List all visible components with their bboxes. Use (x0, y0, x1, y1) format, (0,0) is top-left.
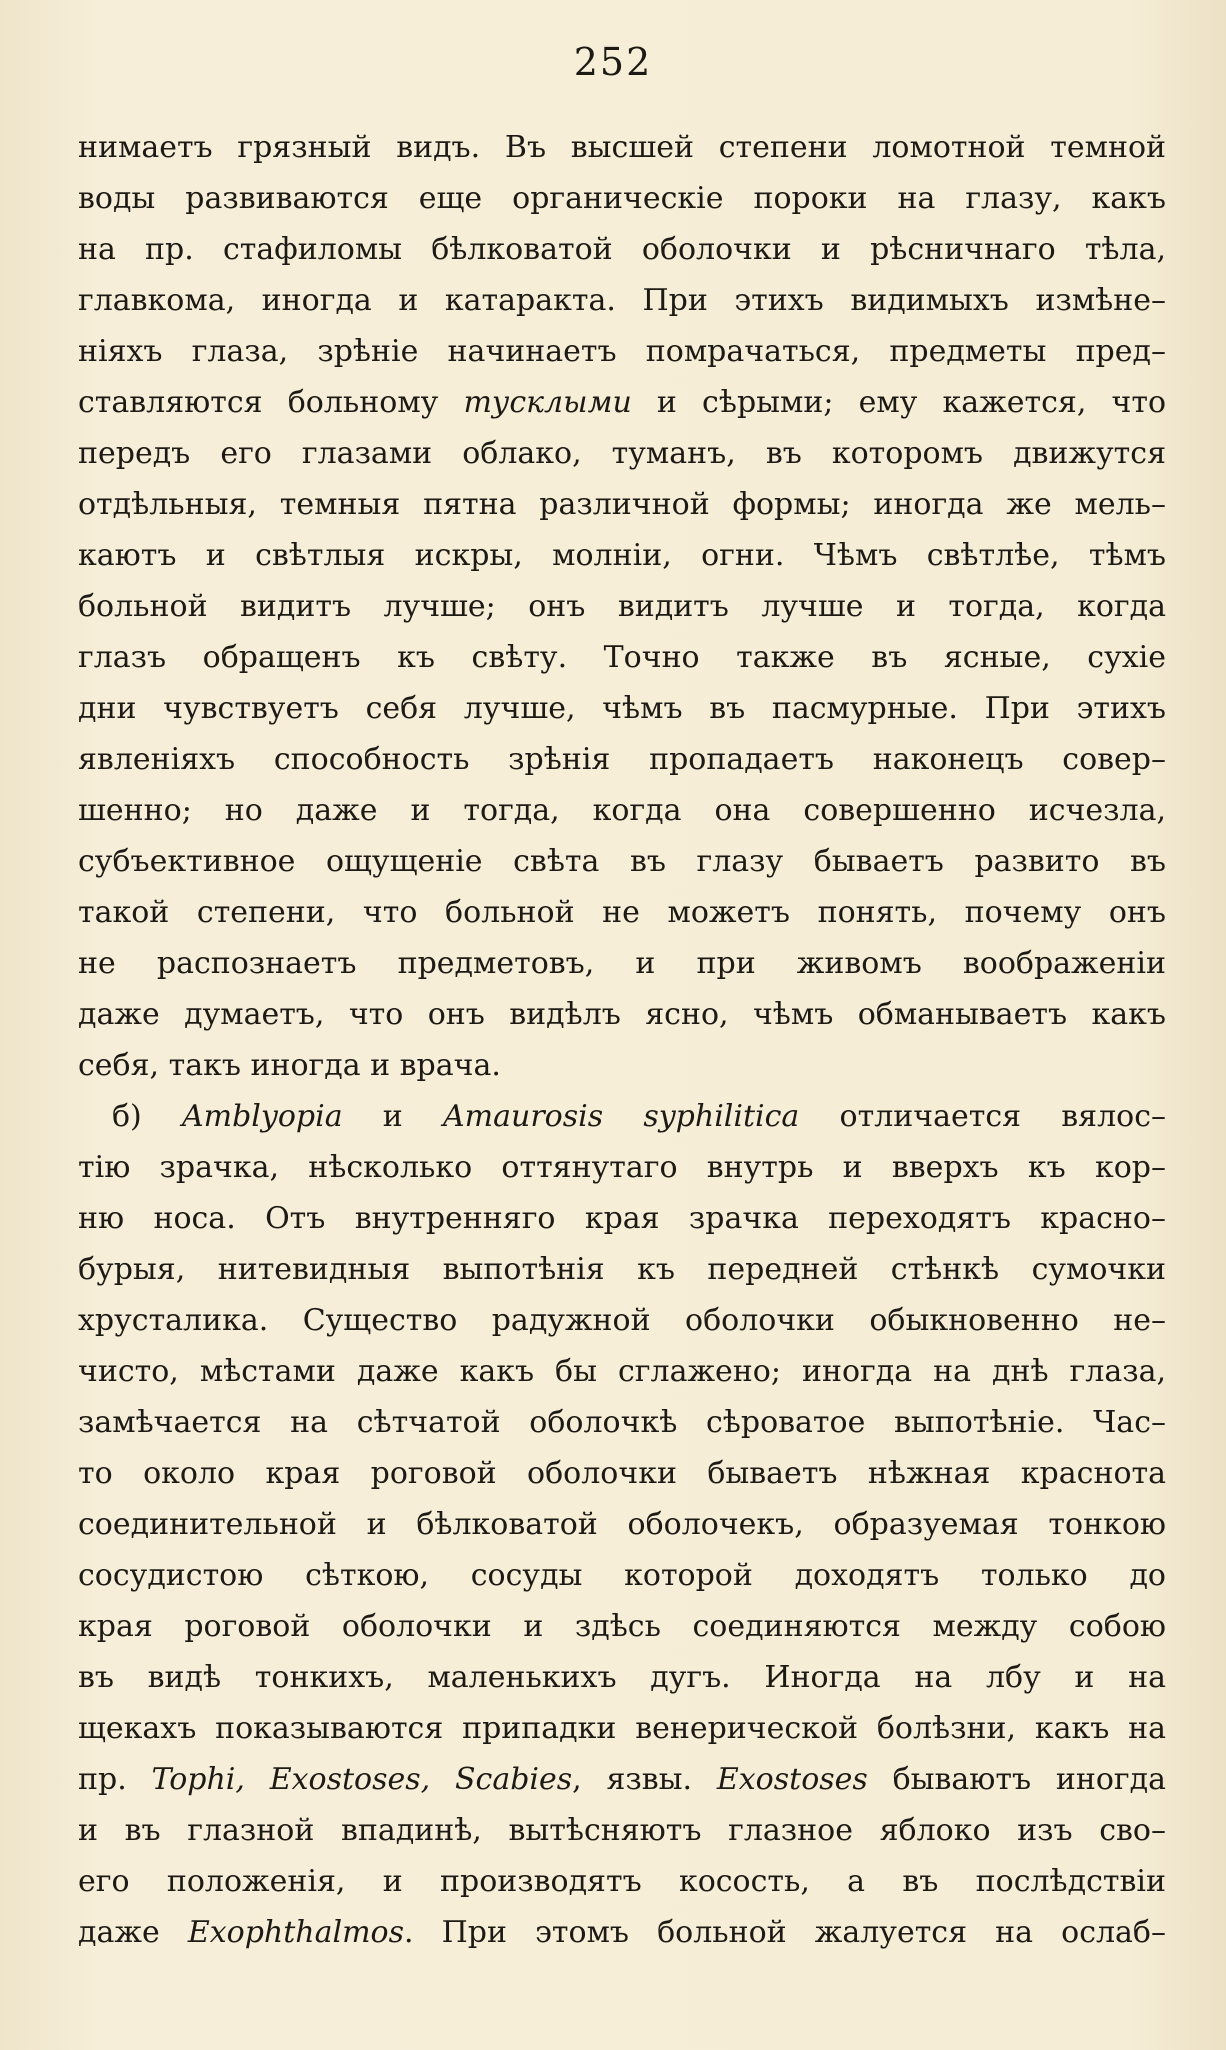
text-line (78, 428, 1166, 479)
text-run: субъективное ощущеніе свѣта въ глазу бываетъ развито въ (78, 844, 1166, 879)
text-run: , язвы. (572, 1762, 717, 1797)
text-run: въ видѣ тонкихъ, маленькихъ дугъ. Иногда на лбу и на (78, 1660, 1166, 1695)
text-line (78, 1652, 1166, 1703)
text-run: его положенія, и производятъ косость, а въ послѣдствіи (78, 1864, 1166, 1899)
text-run: тію зрачка, нѣсколько оттянутаго внутрь и вверхъ къ кор– (78, 1150, 1166, 1185)
text-line (78, 1907, 1166, 1958)
text-run: замѣчается на сѣтчатой оболочкѣ сѣроватое выпотѣніе. Час– (78, 1405, 1166, 1440)
text-run: себя, такъ иногда и врача. (78, 1048, 501, 1083)
text-run: соединительной и бѣлковатой оболочекъ, образуемая тонкою (78, 1507, 1166, 1542)
text-line (78, 1397, 1166, 1448)
text-line (78, 326, 1166, 377)
text-run: и сѣрыми; ему кажется, что (631, 385, 1166, 420)
text-run: шенно; но даже и тогда, когда она совершенно исчезла, (78, 793, 1166, 828)
text-line (78, 1754, 1166, 1805)
text-run: то около края роговой оболочки бываетъ нѣжная краснота (78, 1456, 1166, 1491)
text-run: даже (78, 1915, 188, 1950)
text-run: больной видитъ лучше; онъ видитъ лучше и тогда, когда (78, 589, 1166, 624)
text-line (78, 275, 1166, 326)
text-line (78, 1142, 1166, 1193)
text-line (78, 1346, 1166, 1397)
text-run: главкома, иногда и катаракта. При этихъ видимыхъ измѣне– (78, 283, 1166, 318)
text-line (78, 224, 1166, 275)
text-line (78, 1091, 1166, 1142)
text-run: чисто, мѣстами даже какъ бы сглажено; иногда на днѣ глаза, (78, 1354, 1166, 1389)
text-run: . При этомъ больной жалуется на ослаб– (404, 1915, 1166, 1950)
text-run: хрусталика. Существо радужной оболочки обыкновенно не– (78, 1303, 1166, 1338)
text-line (78, 530, 1166, 581)
page-number: 252 (573, 40, 653, 84)
text-run: нимаетъ грязный видъ. Въ высшей степени ломотной темной (78, 130, 1166, 165)
text-line (78, 479, 1166, 530)
text-run: дни чувствуетъ себя лучше, чѣмъ въ пасмурные. При этихъ (78, 691, 1166, 726)
text-run: передъ его глазами облако, туманъ, въ которомъ движутся (78, 436, 1166, 471)
text-run: воды развиваются еще органическіе пороки на глазу, какъ (78, 181, 1166, 216)
text-run: сосудистою сѣткою, сосуды которой доходятъ только до (78, 1558, 1166, 1593)
italic-term: тусклыми (463, 385, 632, 420)
text-line (78, 1805, 1166, 1856)
text-run: не распознаетъ предметовъ, и при живомъ воображеніи (78, 946, 1166, 981)
text-run: глазъ обращенъ къ свѣту. Точно также въ ясные, сухіе (78, 640, 1166, 675)
italic-term: Amblyopia (181, 1099, 343, 1134)
body-text (78, 122, 1166, 1958)
text-run: и (342, 1099, 444, 1134)
text-line (78, 1193, 1166, 1244)
text-line (78, 581, 1166, 632)
text-line (78, 785, 1166, 836)
text-run: щекахъ показываются припадки венерической болѣзни, какъ на (78, 1711, 1166, 1746)
text-line (78, 734, 1166, 785)
text-run: такой степени, что больной не можетъ понять, почему онъ (78, 895, 1166, 930)
text-run: и въ глазной впадинѣ, вытѣсняютъ глазное яблоко изъ сво– (78, 1813, 1166, 1848)
text-line (78, 122, 1166, 173)
text-line (78, 836, 1166, 887)
text-run: явленіяхъ способность зрѣнія пропадаетъ наконецъ совер– (78, 742, 1166, 777)
text-run: ставляются больному (78, 385, 464, 420)
text-line (78, 1448, 1166, 1499)
text-line (78, 1295, 1166, 1346)
text-line (78, 1040, 1166, 1091)
text-line (78, 1703, 1166, 1754)
text-run: отдѣльныя, темныя пятна различной формы; иногда же мель– (78, 487, 1166, 522)
text-line (78, 1601, 1166, 1652)
text-line (78, 683, 1166, 734)
italic-term: Exostoses (716, 1762, 868, 1797)
text-run: пр. (78, 1762, 152, 1797)
italic-term: Amaurosis syphilitica (443, 1099, 800, 1134)
text-line (78, 632, 1166, 683)
text-run: б) (112, 1099, 182, 1134)
text-run: края роговой оболочки и здѣсь соединяются между собою (78, 1609, 1166, 1644)
text-line (78, 1550, 1166, 1601)
text-line (78, 887, 1166, 938)
text-run: бываютъ иногда (867, 1762, 1166, 1797)
text-line (78, 1499, 1166, 1550)
text-run: даже думаетъ, что онъ видѣлъ ясно, чѣмъ обманываетъ какъ (78, 997, 1166, 1032)
italic-term: Exophthalmos (187, 1915, 404, 1950)
text-line (78, 173, 1166, 224)
italic-term: Tophi, Exostoses, Scabies (151, 1762, 573, 1797)
text-line (78, 1856, 1166, 1907)
text-run: бурыя, нитевидныя выпотѣнія къ передней стѣнкѣ сумочки (78, 1252, 1166, 1287)
text-line (78, 938, 1166, 989)
text-run: каютъ и свѣтлыя искры, молніи, огни. Чѣмъ свѣтлѣе, тѣмъ (78, 538, 1166, 573)
text-run: ню носа. Отъ внутренняго края зрачка переходятъ красно– (78, 1201, 1166, 1236)
text-line (78, 989, 1166, 1040)
text-run: на пр. стафиломы бѣлковатой оболочки и рѣсничнаго тѣла, (78, 232, 1166, 267)
text-run: ніяхъ глаза, зрѣніе начинаетъ помрачаться, предметы пред– (78, 334, 1166, 369)
text-run: отличается вялос– (799, 1099, 1166, 1134)
text-line (78, 377, 1166, 428)
text-line (78, 1244, 1166, 1295)
